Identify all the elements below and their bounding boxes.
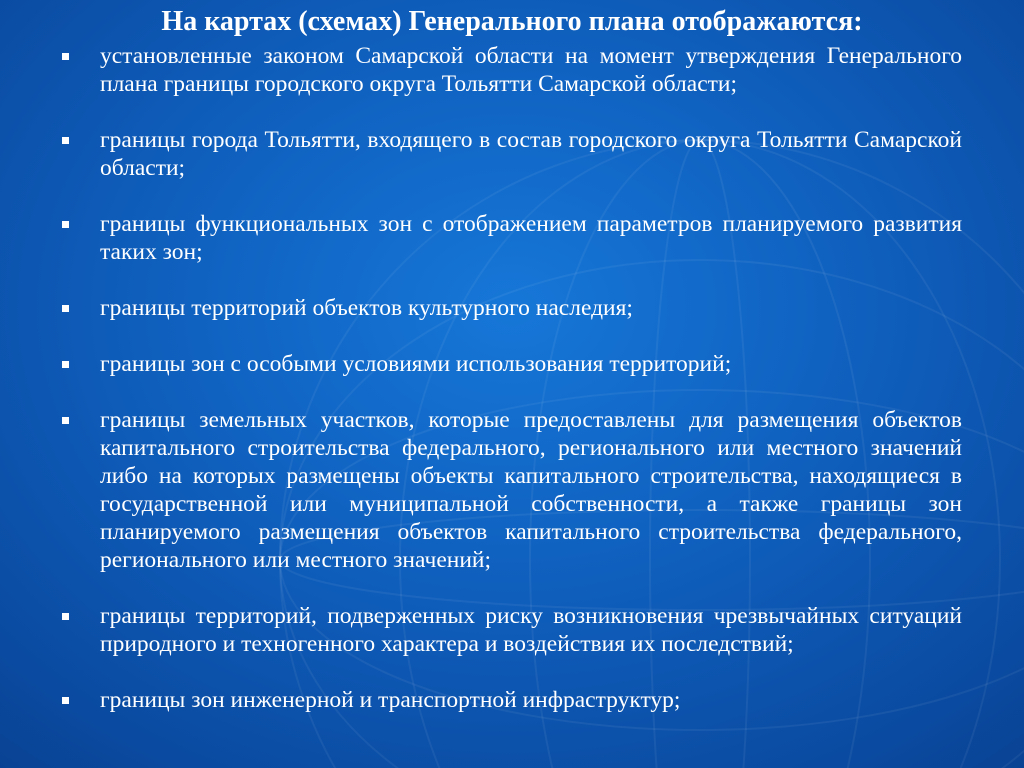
list-item [0, 686, 1024, 714]
list-item-text: границы города Тольятти, входящего в состав городского округа Тольятти Самарской области; [100, 127, 962, 181]
list-item-text: границы земельных участков, которые предоставлены для размещения объектов капитального строительства федерального, регионального или местного значений либо на которых размещены объекты капитального строительства, находящиеся в государственной или муниципальной собственности, а также границы зон планируемого размещения объектов капитального строительства федерального, регионального или местного значений; [100, 407, 962, 573]
square-bullet-icon [62, 361, 69, 368]
square-bullet-icon [62, 221, 69, 228]
square-bullet-icon [62, 305, 69, 312]
square-bullet-icon [62, 417, 69, 424]
slide-title: На картах (схемах) Генерального плана отображаются: [161, 6, 863, 37]
list-item [0, 126, 1024, 182]
square-bullet-icon [62, 697, 69, 704]
list-item-text: границы зон с особыми условиями использования территорий; [100, 351, 732, 377]
list-item-text: установленные законом Самарской области на момент утверждения Генерального плана границы городского округа Тольятти Самарской области; [100, 43, 962, 97]
list-item [0, 602, 1024, 658]
list-item-text: границы зон инженерной и транспортной инфраструктур; [100, 687, 681, 713]
list-item [0, 294, 1024, 322]
list-item [0, 406, 1024, 574]
square-bullet-icon [62, 53, 69, 60]
square-bullet-icon [62, 137, 69, 144]
square-bullet-icon [62, 613, 69, 620]
bullet-list [0, 42, 1024, 742]
list-item-text: границы территорий, подверженных риску возникновения чрезвычайных ситуаций природного и техногенного характера и воздействия их последствий; [100, 603, 962, 657]
list-item [0, 350, 1024, 378]
list-item-text: границы функциональных зон с отображением параметров планируемого развития таких зон; [100, 211, 962, 265]
list-item [0, 210, 1024, 266]
list-item [0, 42, 1024, 98]
list-item-text: границы территорий объектов культурного наследия; [100, 295, 633, 321]
